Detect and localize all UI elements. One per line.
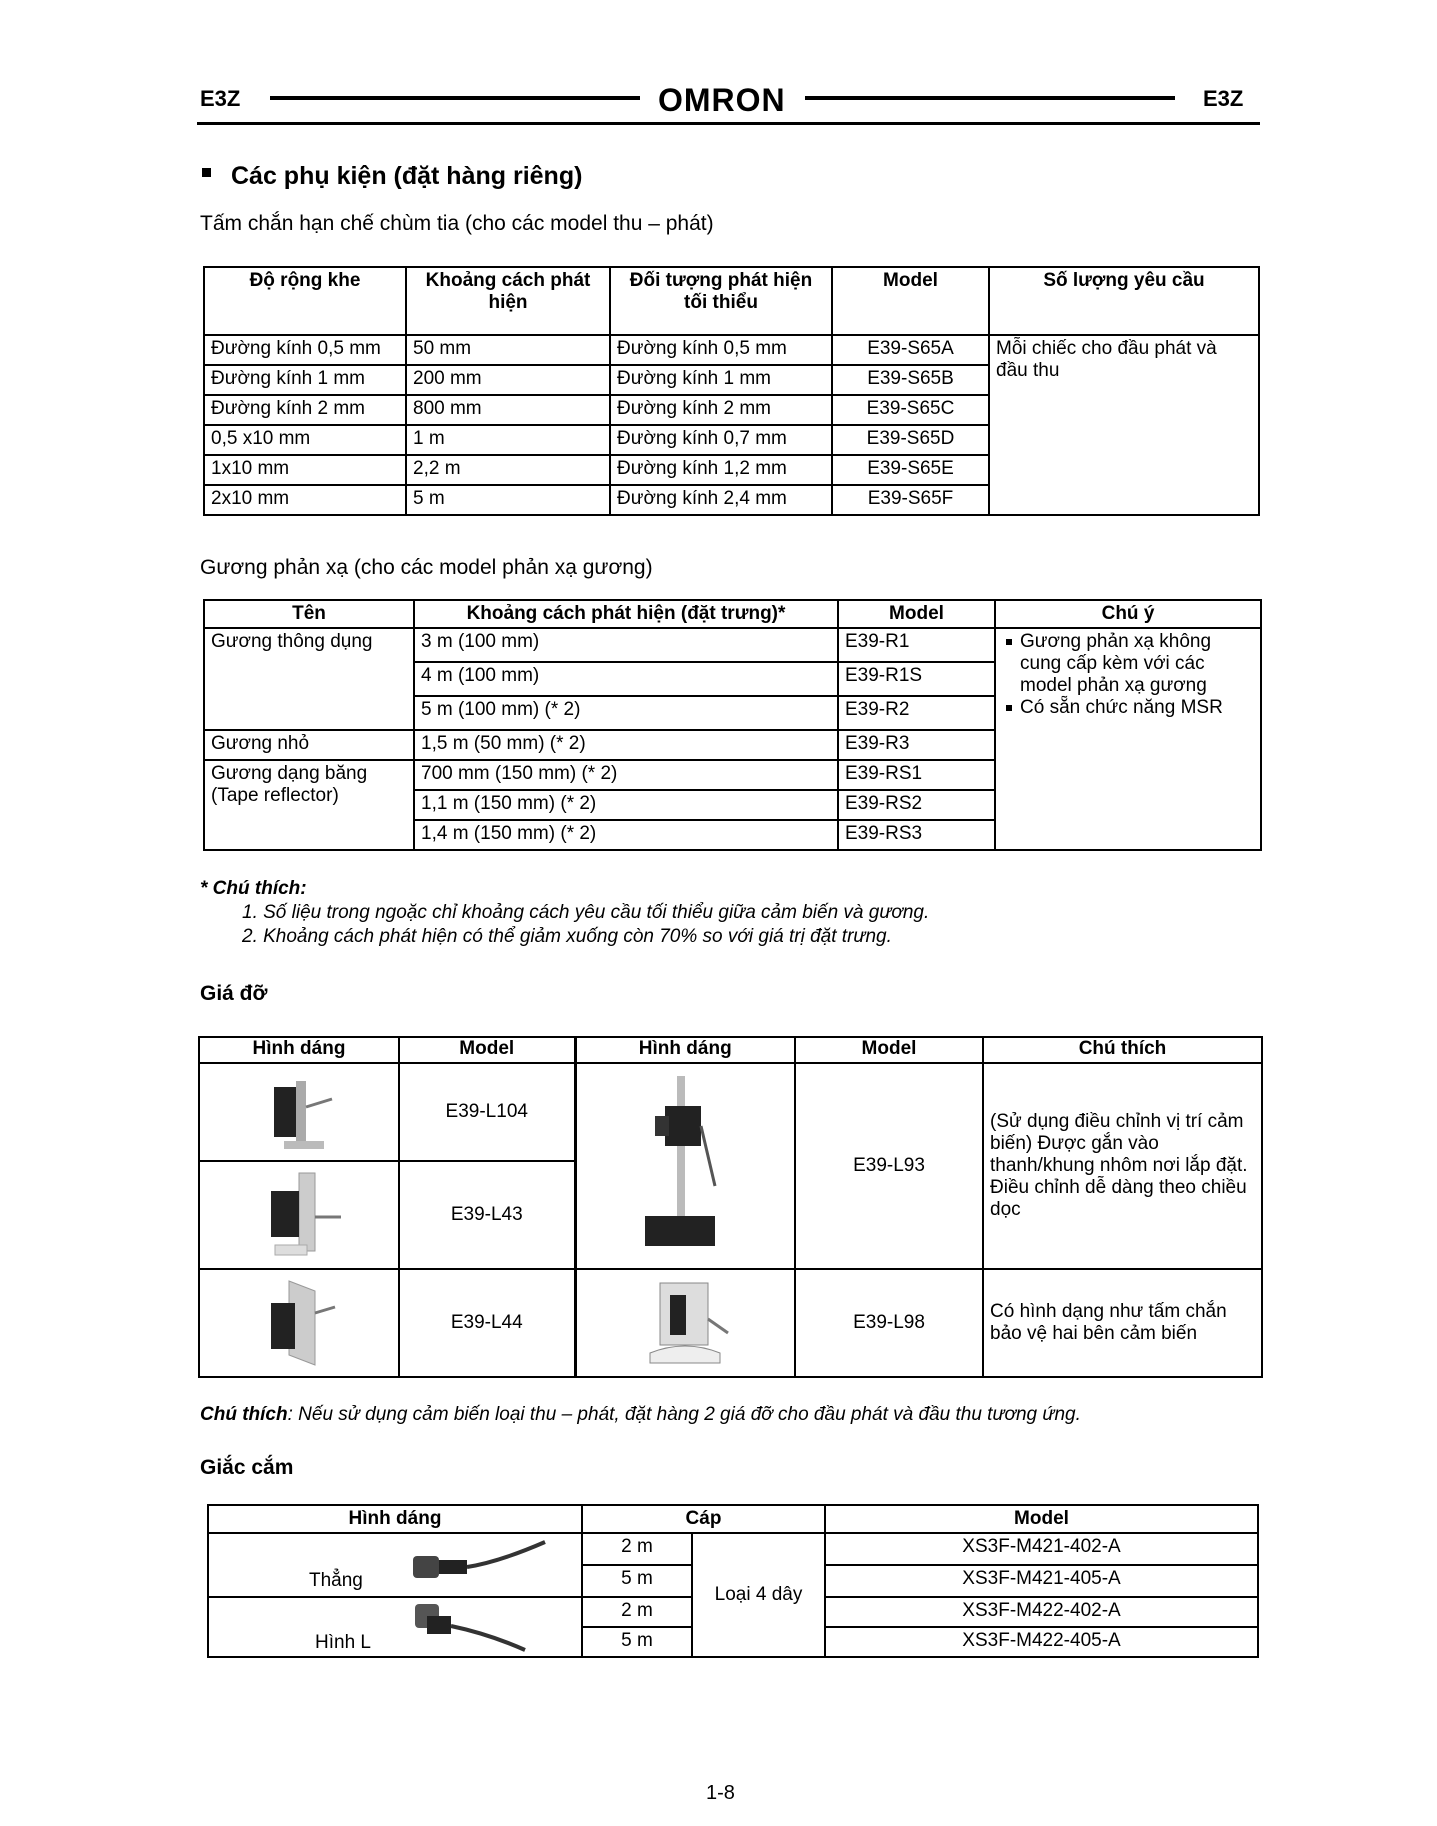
slit-cell: Đường kính 1,2 mm <box>610 455 832 485</box>
reflector-table <box>203 599 1262 851</box>
sockets-title: Giắc cắm <box>200 1456 294 1479</box>
slit-cell: Đường kính 0,7 mm <box>610 425 832 455</box>
reflector-notes <box>995 628 1261 850</box>
slit-model: E39-S65C <box>832 395 989 425</box>
slit-cell: 1 m <box>406 425 610 455</box>
reflector-model: E39-R2 <box>838 696 995 730</box>
slit-cell: Đường kính 2 mm <box>610 395 832 425</box>
brackets-header-shape: Hình dáng <box>199 1037 399 1063</box>
slit-cell: Đường kính 1 mm <box>610 365 832 395</box>
bracket-l93-image <box>575 1063 795 1269</box>
table-row <box>204 335 1259 365</box>
sockets-header-shape: Hình dáng <box>208 1505 582 1533</box>
socket-model: XS3F-M421-405-A <box>825 1565 1258 1597</box>
bracket-l93-icon <box>625 1066 745 1266</box>
slit-header-model: Model <box>832 267 989 335</box>
reflector-header-note: Chú ý <box>995 600 1261 628</box>
socket-length: 2 m <box>582 1597 692 1627</box>
footnote-label: * Chú thích: <box>200 878 307 899</box>
socket-straight-icon <box>409 1536 549 1584</box>
bracket-note-l98: Có hình dạng như tấm chắn bảo vệ hai bên cảm biến <box>983 1269 1262 1377</box>
sockets-table <box>207 1504 1259 1658</box>
socket-straight-label: Thẳng <box>309 1570 363 1591</box>
slit-model: E39-S65F <box>832 485 989 515</box>
slit-cell: 800 mm <box>406 395 610 425</box>
sockets-header-cable: Cáp <box>582 1505 825 1533</box>
table-row <box>204 628 1261 662</box>
brackets-header-model-2: Model <box>795 1037 983 1063</box>
reflector-title: Gương phản xạ (cho các model phản xạ gương) <box>200 556 653 579</box>
slit-cell: Đường kính 2 mm <box>204 395 406 425</box>
socket-length: 2 m <box>582 1533 692 1565</box>
slit-header-width: Độ rộng khe <box>204 267 406 335</box>
table-row <box>208 1533 1258 1565</box>
bracket-l44-icon <box>249 1273 349 1373</box>
brackets-title: Giá đỡ <box>200 982 268 1005</box>
socket-straight <box>208 1533 582 1597</box>
slit-quantity: Mỗi chiếc cho đầu phát và đầu thu <box>989 335 1259 515</box>
bracket-model-l104: E39-L104 <box>399 1063 575 1161</box>
slit-header-object: Đối tượng phát hiện tối thiểu <box>610 267 832 335</box>
bracket-model-l98: E39-L98 <box>795 1269 983 1377</box>
slit-cell: Đường kính 0,5 mm <box>610 335 832 365</box>
reflector-model: E39-RS2 <box>838 790 995 820</box>
reflector-name: Gương dạng băng (Tape reflector) <box>204 760 414 850</box>
bracket-model-l44: E39-L44 <box>399 1269 575 1377</box>
socket-l-label: Hình L <box>315 1632 371 1653</box>
bracket-l104-image <box>199 1063 399 1161</box>
reflector-distance: 5 m (100 mm) (* 2) <box>414 696 838 730</box>
slit-cell: 2,2 m <box>406 455 610 485</box>
slit-model: E39-S65E <box>832 455 989 485</box>
brackets-footnote-text: : Nếu sử dụng cảm biến loại thu – phát, đặt hàng 2 giá đỡ cho đầu phát và đầu thu tương ứng. <box>287 1404 1081 1425</box>
section-title <box>202 162 582 191</box>
socket-length: 5 m <box>582 1627 692 1657</box>
reflector-model: E39-R1 <box>838 628 995 662</box>
omron-logo: OMRON <box>658 82 786 118</box>
sockets-header-model: Model <box>825 1505 1258 1533</box>
bracket-l44-image <box>199 1269 399 1377</box>
socket-model: XS3F-M422-402-A <box>825 1597 1258 1627</box>
slit-cell: Đường kính 2,4 mm <box>610 485 832 515</box>
reflector-name: Gương thông dụng <box>204 628 414 730</box>
socket-model: XS3F-M421-402-A <box>825 1533 1258 1565</box>
slit-model: E39-S65B <box>832 365 989 395</box>
reflector-distance: 1,5 m (50 mm) (* 2) <box>414 730 838 760</box>
slit-cell: 2x10 mm <box>204 485 406 515</box>
header-rule-right <box>805 96 1175 100</box>
bullet-square-icon <box>202 168 211 177</box>
socket-cable-type: Loại 4 dây <box>692 1533 825 1657</box>
reflector-distance: 4 m (100 mm) <box>414 662 838 696</box>
brackets-header-shape-2: Hình dáng <box>575 1037 795 1063</box>
slit-cell: Đường kính 1 mm <box>204 365 406 395</box>
bracket-model-l43: E39-L43 <box>399 1161 575 1269</box>
bracket-note-l93: (Sử dụng điều chỉnh vị trí cảm biến) Được gắn vào thanh/khung nhôm nơi lắp đặt. Điều chỉnh dễ dàng theo chiều dọc <box>983 1063 1262 1269</box>
reflector-model: E39-RS1 <box>838 760 995 790</box>
socket-length: 5 m <box>582 1565 692 1597</box>
slit-table <box>203 266 1260 516</box>
page-number: 1-8 <box>706 1782 735 1804</box>
brackets-table <box>198 1036 1263 1378</box>
reflector-model: E39-R3 <box>838 730 995 760</box>
reflector-header-distance: Khoảng cách phát hiện (đặt trưng)* <box>414 600 838 628</box>
brackets-footnote-label: Chú thích <box>200 1404 288 1425</box>
bracket-model-l93: E39-L93 <box>795 1063 983 1269</box>
slit-cell: 0,5 x10 mm <box>204 425 406 455</box>
header-divider <box>197 122 1260 125</box>
header-code-left: E3Z <box>200 86 241 111</box>
slit-cell: 200 mm <box>406 365 610 395</box>
header-code-right: E3Z <box>1203 86 1244 111</box>
slit-header-distance: Khoảng cách phát hiện <box>406 267 610 335</box>
socket-l-shape <box>208 1597 582 1657</box>
reflector-header-model: Model <box>838 600 995 628</box>
reflector-distance: 1,4 m (150 mm) (* 2) <box>414 820 838 850</box>
reflector-note-item: Có sẵn chức năng MSR <box>1020 697 1254 719</box>
bracket-l98-image <box>575 1269 795 1377</box>
reflector-note-item: Gương phản xạ không cung cấp kèm với các model phản xạ gương <box>1020 631 1254 697</box>
reflector-distance: 1,1 m (150 mm) (* 2) <box>414 790 838 820</box>
socket-model: XS3F-M422-405-A <box>825 1627 1258 1657</box>
reflector-name: Gương nhỏ <box>204 730 414 760</box>
reflector-model: E39-RS3 <box>838 820 995 850</box>
slit-model: E39-S65D <box>832 425 989 455</box>
footnote-1: 1. Số liệu trong ngoặc chỉ khoảng cách yêu cầu tối thiểu giữa cảm biến và gương. <box>242 902 930 923</box>
section-title-text: Các phụ kiện (đặt hàng riêng) <box>231 162 583 190</box>
socket-l-icon <box>409 1596 529 1652</box>
brackets-footnote <box>200 1404 1081 1426</box>
slit-model: E39-S65A <box>832 335 989 365</box>
slit-header-quantity: Số lượng yêu cầu <box>989 267 1259 335</box>
header-rule-left <box>270 96 640 100</box>
slit-title: Tấm chắn hạn chế chùm tia (cho các model thu – phát) <box>200 212 714 235</box>
slit-cell: Đường kính 0,5 mm <box>204 335 406 365</box>
slit-cell: 5 m <box>406 485 610 515</box>
reflector-model: E39-R1S <box>838 662 995 696</box>
brackets-header-note: Chú thích <box>983 1037 1262 1063</box>
bracket-l104-icon <box>254 1067 344 1157</box>
bracket-l43-image <box>199 1161 399 1269</box>
slit-cell: 1x10 mm <box>204 455 406 485</box>
footnote-2: 2. Khoảng cách phát hiện có thể giảm xuống còn 70% so với giá trị đặt trưng. <box>242 926 892 947</box>
bracket-l43-icon <box>249 1165 349 1265</box>
bracket-l98-icon <box>630 1273 740 1373</box>
reflector-distance: 3 m (100 mm) <box>414 628 838 662</box>
reflector-distance: 700 mm (150 mm) (* 2) <box>414 760 838 790</box>
brackets-header-model: Model <box>399 1037 575 1063</box>
slit-cell: 50 mm <box>406 335 610 365</box>
reflector-header-name: Tên <box>204 600 414 628</box>
